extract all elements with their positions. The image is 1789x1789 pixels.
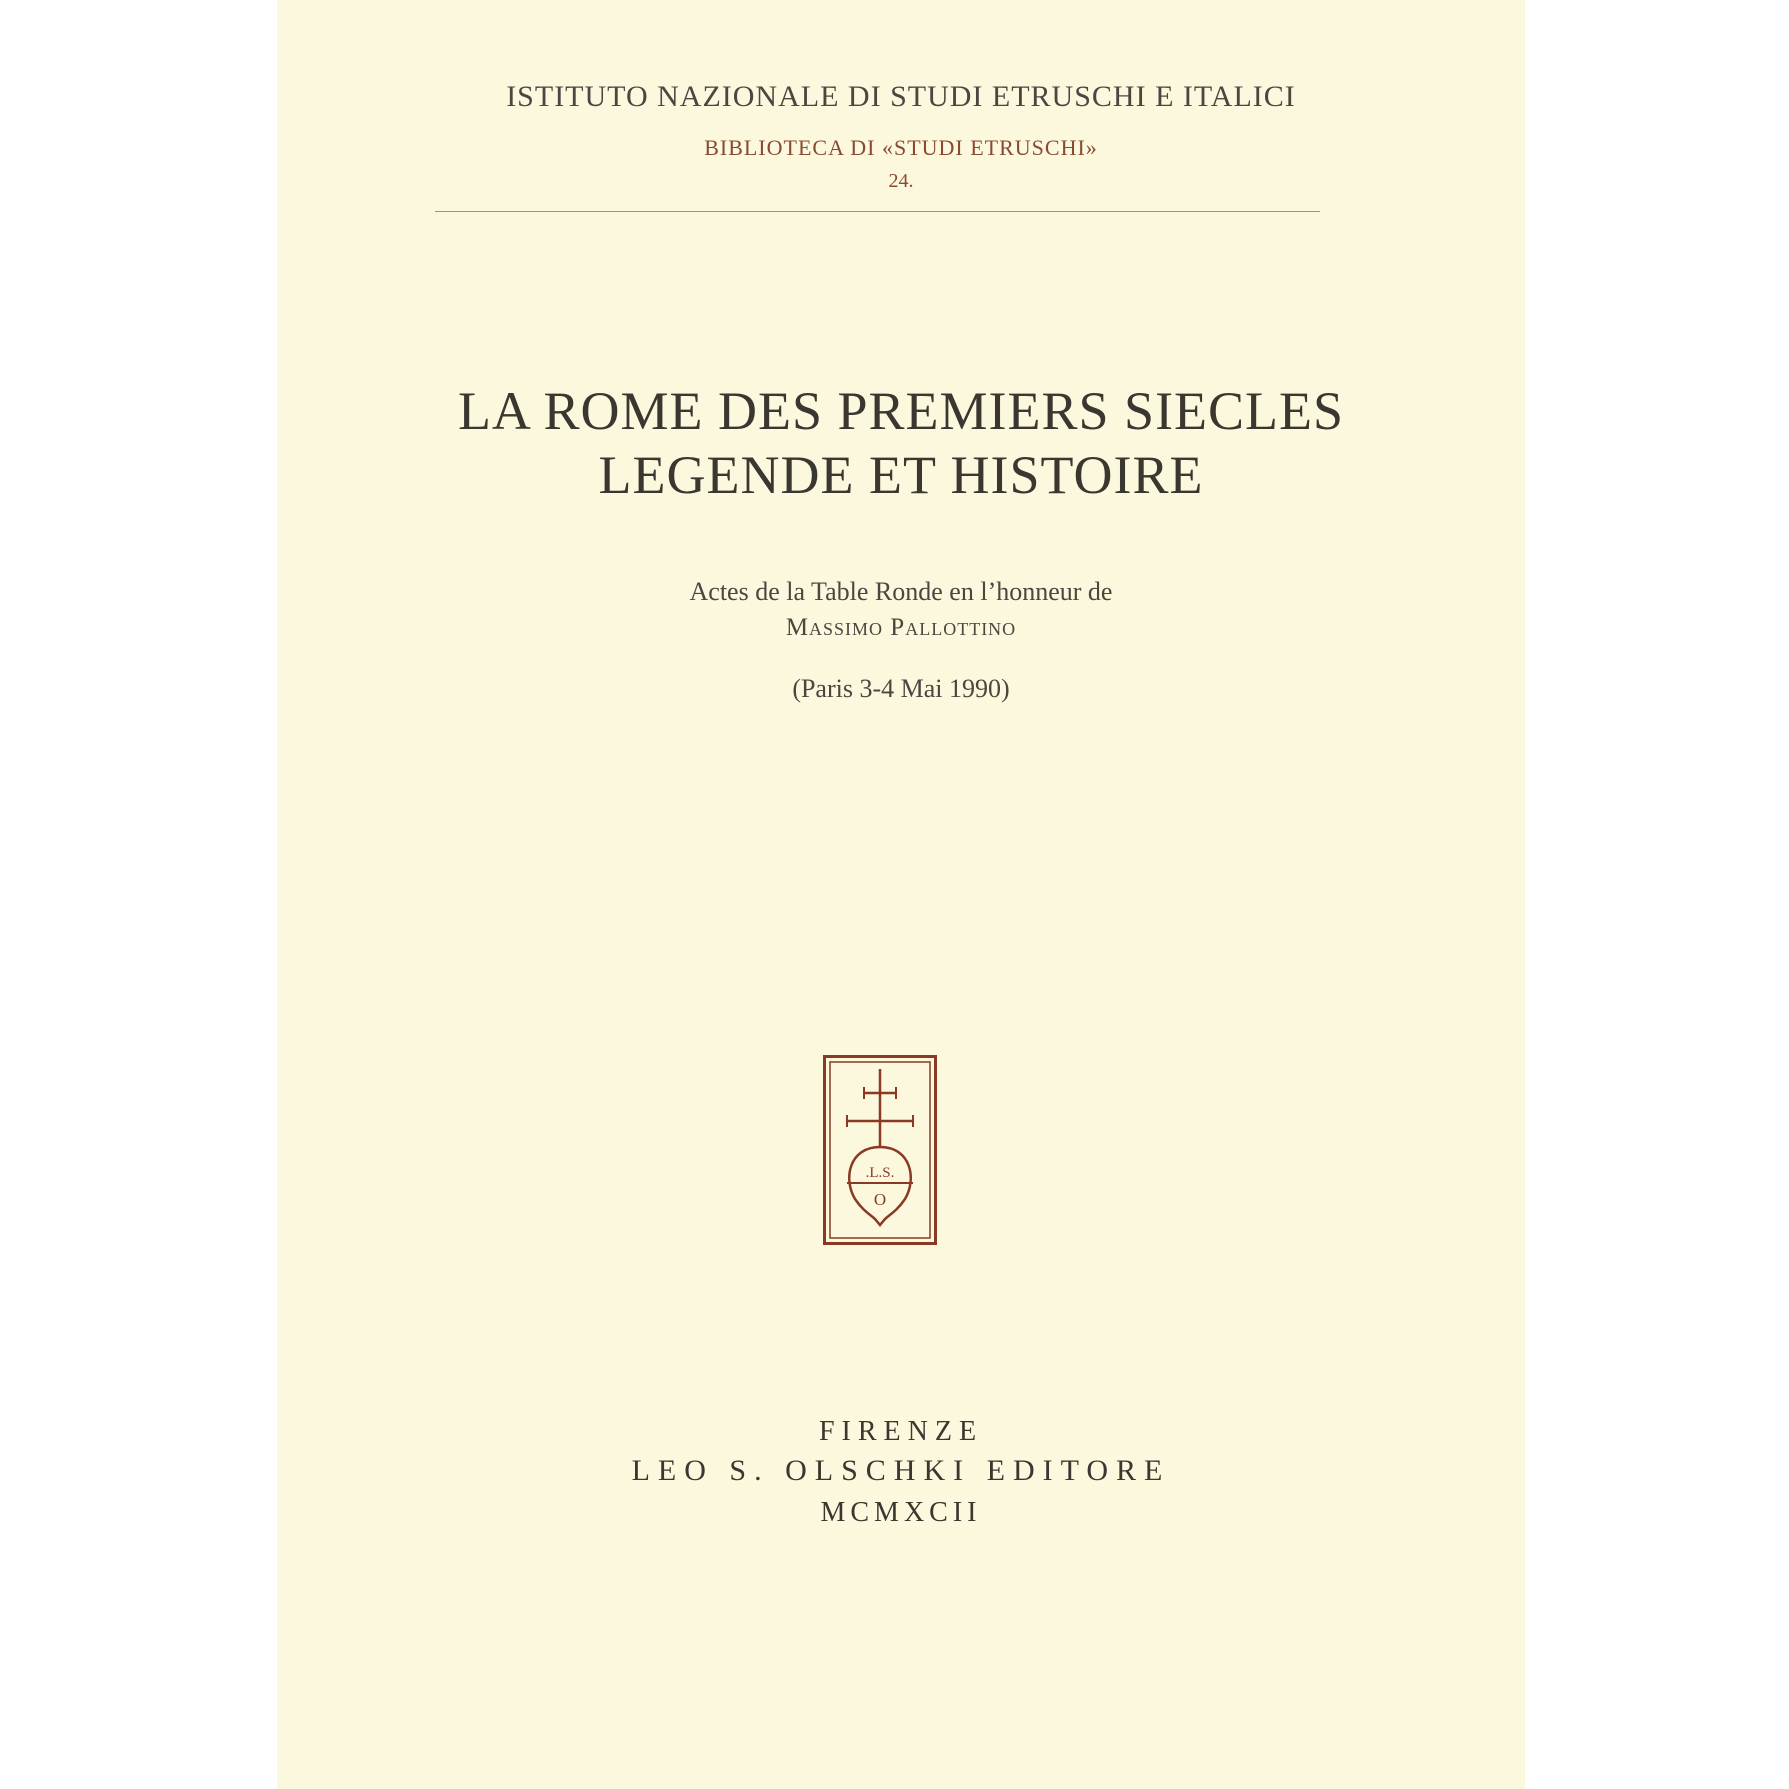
logo-letters-top: .L.S.	[865, 1165, 895, 1181]
title-line-1: LA ROME DES PREMIERS SIECLES	[457, 381, 1345, 441]
volume-number: 24.	[888, 170, 914, 192]
subtitle-date: (Paris 3-4 Mai 1990)	[792, 674, 1010, 703]
header-divider	[435, 211, 1320, 212]
publisher-name: LEO S. OLSCHKI EDITORE	[631, 1454, 1171, 1487]
logo-letter-bottom: O	[873, 1190, 887, 1209]
publication-year: MCMXCII	[820, 1497, 982, 1528]
publisher-mark-icon	[823, 1055, 937, 1245]
title-line-2: LEGENDE ET HISTOIRE	[598, 445, 1204, 505]
series-name: BIBLIOTECA DI «STUDI ETRUSCHI»	[704, 135, 1098, 160]
book-cover	[277, 0, 1525, 1789]
subtitle-author: Massimo Pallottino	[785, 614, 1017, 641]
subtitle-line-1: Actes de la Table Ronde en l’honneur de	[689, 577, 1113, 606]
publisher-city: FIRENZE	[818, 1416, 984, 1447]
institute-name: ISTITUTO NAZIONALE DI STUDI ETRUSCHI E ITALICI	[506, 80, 1296, 113]
